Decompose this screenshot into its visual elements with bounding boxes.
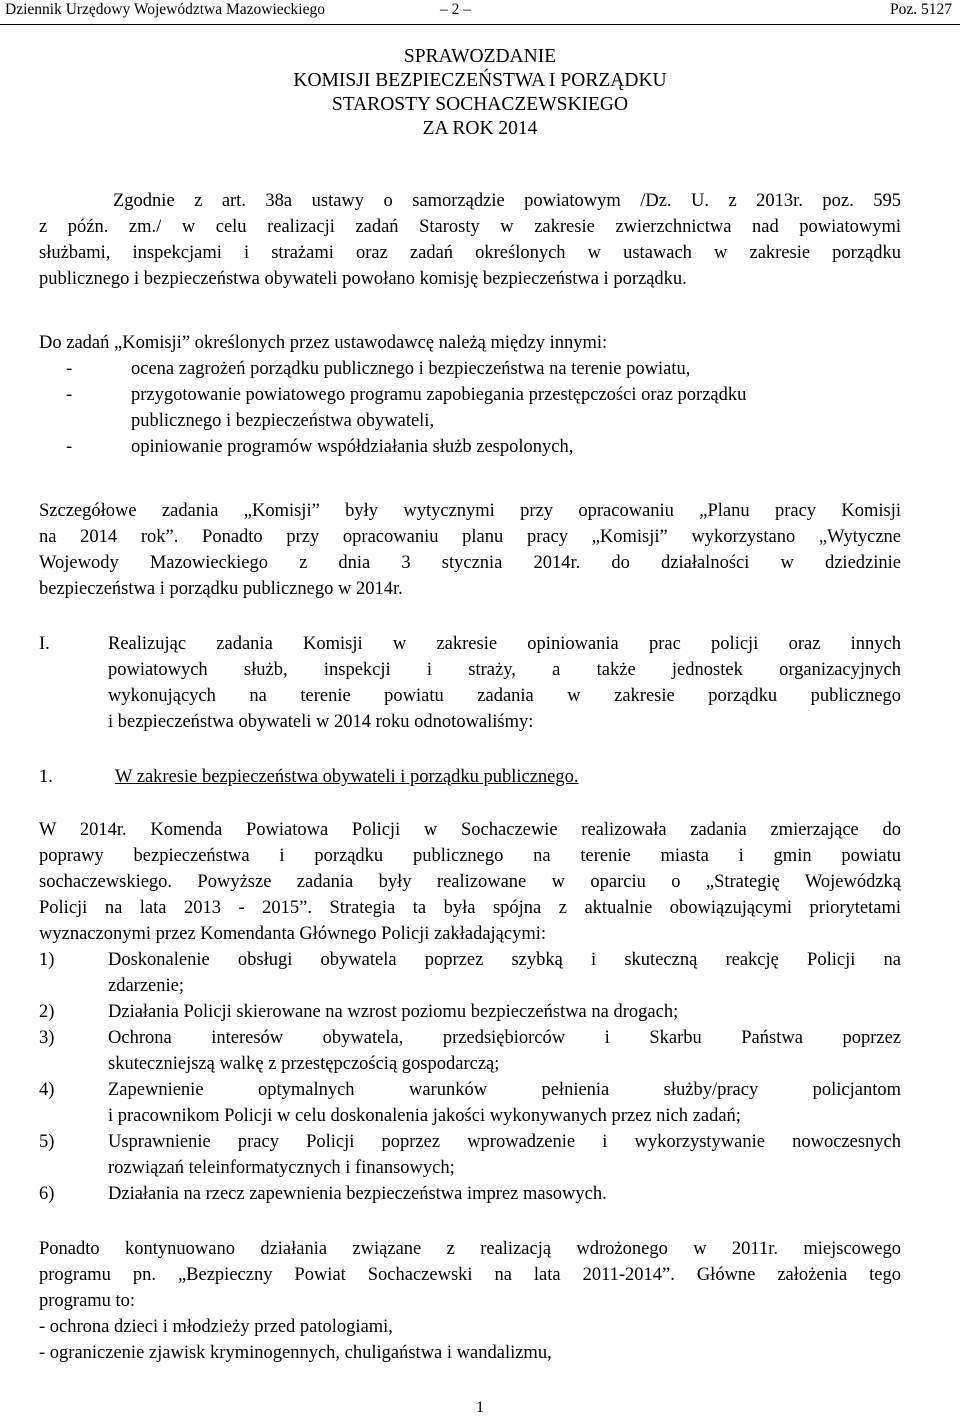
details-line: na 2014 rok”. Ponadto przy opracowaniu planu pracy „Komisji” wykorzystano „Wytyczne: [39, 527, 901, 547]
title-line: SPRAWOZDANIE: [403, 46, 557, 67]
intro-line: z późn. zm./ w celu realizacji zadań Starosty w zakresie zwierzchnictwa nad powiatowymi: [39, 217, 901, 237]
list-marker: -: [66, 359, 73, 379]
list-text: Zapewnienie optymalnych warunków pełnienia służby/pracy policjantom: [108, 1080, 901, 1100]
details-line: bezpieczeństwa i porządku publicznego w 2014r.: [39, 579, 403, 599]
subsection-title: W zakresie bezpieczeństwa obywateli i porządku publicznego.: [115, 767, 579, 787]
section-text: wykonujących na terenie powiatu zadania w zakresie porządku publicznego: [108, 686, 901, 706]
subsection-marker: 1.: [39, 767, 53, 787]
list-text: opiniowanie programów współdziałania służb zespolonych,: [131, 437, 574, 457]
program-line: Ponadto kontynuowano działania związane z realizacją wdrożonego w 2011r. miejscowego: [39, 1239, 901, 1259]
section-text: i bezpieczeństwa obywateli w 2014 roku odnotowaliśmy:: [108, 712, 534, 732]
list-marker: 1): [39, 950, 55, 970]
title-line: KOMISJI BEZPIECZEŃSTWA I PORZĄDKU: [293, 70, 667, 91]
program-line: - ochrona dzieci i młodzieży przed patologiami,: [39, 1317, 393, 1337]
section-text: powiatowych służb, inspekcji i straży, a także jednostek organizacyjnych: [108, 660, 901, 680]
journal-name: Dziennik Urzędowy Województwa Mazowieckiego: [5, 1, 325, 18]
list-text: Ochrona interesów obywatela, przedsiębiorców i Skarbu Państwa poprzez: [108, 1028, 901, 1048]
section-text: Realizując zadania Komisji w zakresie opiniowania prac policji oraz innych: [108, 634, 901, 654]
list-text: Działania na rzecz zapewnienia bezpieczeństwa imprez masowych.: [108, 1184, 607, 1204]
program-line: - ograniczenie zjawisk kryminogennych, chuligaństwa i wandalizmu,: [39, 1343, 552, 1363]
program-line: programu pn. „Bezpieczny Powiat Sochaczewski na lata 2011-2014”. Główne założenia tego: [39, 1265, 901, 1285]
intro-line: służbami, inspekcjami i strażami oraz zadań określonych w ustawach w zakresie porządku: [39, 243, 901, 263]
list-text: przygotowanie powiatowego programu zapobiegania przestępczości oraz porządku: [131, 385, 747, 405]
details-line: Wojewody Mazowieckiego z dnia 3 stycznia 2014r. do działalności w dziedzinie: [39, 553, 901, 573]
list-text: i pracownikom Policji w celu doskonalenia jakości wykonywanych przez nich zadań;: [108, 1106, 741, 1126]
position-number: Poz. 5127: [890, 1, 952, 18]
page-number: 1: [476, 1399, 484, 1416]
police-line: Policji na lata 2013 - 2015”. Strategia ta była spójna z aktualnie obowiązującymi priorytetami: [39, 898, 901, 918]
police-line: wyznaczonymi przez Komendanta Głównego Policji zakładającymi:: [39, 924, 547, 944]
tasks-lead: Do zadań „Komisji” określonych przez ustawodawcę należą między innymi:: [39, 333, 608, 353]
list-marker: 3): [39, 1028, 55, 1048]
list-text: Doskonalenie obsługi obywatela poprzez szybką i skuteczną reakcję Policji na: [108, 950, 901, 970]
list-marker: 6): [39, 1184, 55, 1204]
police-line: W 2014r. Komenda Powiatowa Policji w Sochaczewie realizowała zadania zmierzające do: [39, 820, 901, 840]
title-line: STAROSTY SOCHACZEWSKIEGO: [331, 94, 629, 115]
program-line: programu to:: [39, 1291, 136, 1311]
list-marker: -: [66, 437, 73, 457]
list-text: ocena zagrożeń porządku publicznego i bezpieczeństwa na terenie powiatu,: [131, 359, 691, 379]
section-marker: I.: [39, 634, 50, 654]
list-text: skuteczniejszą walkę z przestępczością gospodarczą;: [108, 1054, 500, 1074]
page-marker: – 2 –: [440, 1, 471, 18]
list-text: publicznego i bezpieczeństwa obywateli,: [131, 411, 435, 431]
details-line: Szczegółowe zadania „Komisji” były wytycznymi przy opracowaniu „Planu pracy Komisji: [39, 501, 901, 521]
police-line: sochaczewskiego. Powyższe zadania były realizowane w oparciu o „Strategię Wojewódzką: [39, 872, 901, 892]
intro-line: publicznego i bezpieczeństwa obywateli powołano komisję bezpieczeństwa i porządku.: [39, 269, 687, 289]
list-text: zdarzenie;: [108, 976, 184, 996]
list-marker: -: [66, 385, 73, 405]
report-title: [0, 45, 960, 141]
list-marker: 4): [39, 1080, 55, 1100]
page-header: [0, 0, 960, 25]
list-text: rozwiązań teleinformatycznych i finansowych;: [108, 1158, 455, 1178]
police-line: poprawy bezpieczeństwa i porządku publicznego na terenie miasta i gmin powiatu: [39, 846, 901, 866]
list-marker: 2): [39, 1002, 55, 1022]
list-marker: 5): [39, 1132, 55, 1152]
list-text: Usprawnienie pracy Policji poprzez wprowadzenie i wykorzystywanie nowoczesnych: [108, 1132, 901, 1152]
title-line: ZA ROK 2014: [422, 118, 538, 139]
list-text: Działania Policji skierowane na wzrost poziomu bezpieczeństwa na drogach;: [108, 1002, 679, 1022]
intro-line: Zgodnie z art. 38a ustawy o samorządzie powiatowym /Dz. U. z 2013r. poz. 595: [113, 191, 901, 211]
